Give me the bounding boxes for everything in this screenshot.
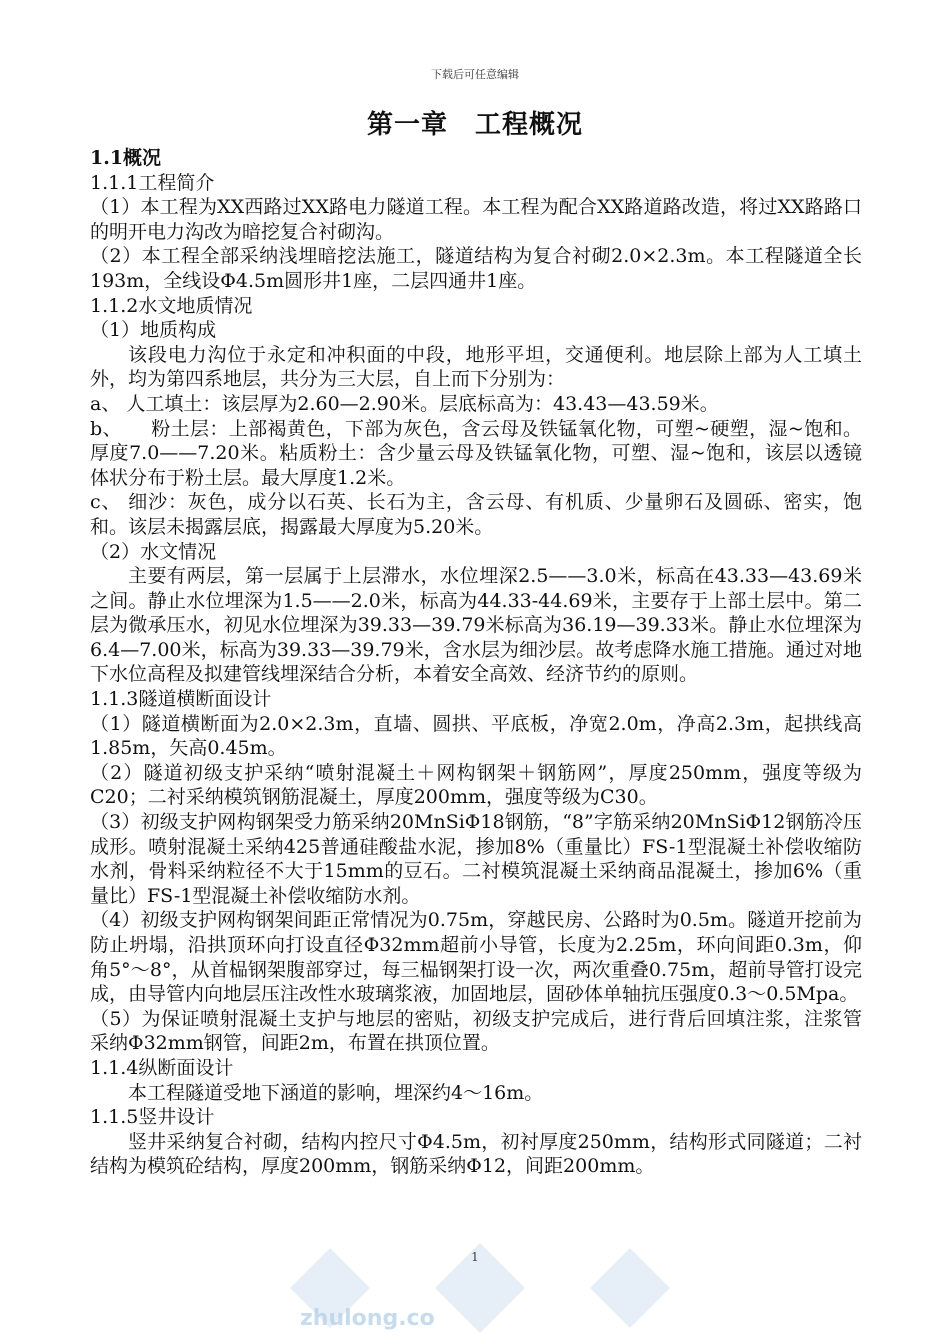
paragraph: c、 细沙：灰色，成分以石英、长石为主，含云母、有机质、少量卵石及圆砾、密实，饱和。该层未揭露层底，揭露最大厚度为5.20米。 (90, 491, 862, 538)
section-heading: 1.1概况 (90, 147, 162, 169)
paragraph: （2）隧道初级支护采纳“喷射混凝土＋网构钢架＋钢筋网”，厚度250mm，强度等级为C20；二衬采纳模筑钢筋混凝土，厚度200mm，强度等级为C30。 (90, 761, 862, 809)
subsection-heading: 1.1.4纵断面设计 (90, 1056, 234, 1079)
subsection-heading: 1.1.2水文地质情况 (90, 294, 253, 317)
paragraph: 主要有两层，第一层属于上层滞水，水位埋深2.5——3.0米，标高在43.33—43.69米之间。静止水位埋深为1.5——2.0米，标高为44.33-44.69米，主要存于上部土层中。第二层为微承压水，初见水位埋深为39.33—39.79米标高为36.19—39.33米。静止水位埋深为6.4—7.00米，标高为39.33—39.79米，含水层为细沙层。故考虑降水施工措施。通过对地下水位高程及拟建管线埋深结合分析，本着安全高效、经济节约的原则。 (90, 565, 862, 686)
paragraph: 该段电力沟位于永定和冲积面的中段，地形平坦，交通便利。地层除上部为人工填土外，均为第四系地层，共分为三大层，自上而下分别为： (90, 343, 862, 391)
paragraph: （1）地质构成 (90, 319, 217, 342)
subsection-heading: 1.1.1工程简介 (90, 171, 215, 194)
header-note: 下载后可任意编辑 (431, 68, 519, 81)
chapter-title: 第一章 工程概况 (366, 110, 583, 140)
subsection-heading: 1.1.3隧道横断面设计 (90, 688, 272, 711)
subsection-heading: 1.1.5竖井设计 (90, 1106, 215, 1129)
paragraph: 竖井采纳复合衬砌，结构内控尺寸Φ4.5m，初衬厚度250mm，结构形式同隧道；二衬结构为模筑砼结构，厚度200mm，钢筋采纳Φ12，间距200mm。 (90, 1130, 862, 1178)
document-body (90, 146, 862, 1179)
paragraph: （3）初级支护网构钢架受力筋采纳20MnSiΦ18钢筋，“8”字筋采纳20MnSiΦ12钢筋冷压成形。喷射混凝土采纳425普通硅酸盐水泥，掺加8%（重量比）FS-1型混凝土补偿收缩防水剂，骨料采纳粒径不大于15mm的豆石。二衬模筑混凝土采纳商品混凝土，掺加6%（重量比）FS-1型混凝土补偿收缩防水剂。 (90, 811, 862, 907)
paragraph: b、 粉土层：上部褐黄色，下部为灰色，含云母及铁锰氧化物，可塑~硬塑，湿~饱和。厚度7.0——7.20米。粘质粉土：含少量云母及铁锰氧化物，可塑、湿~饱和，该层以透镜体状分布于粉土层。最大厚度1.2米。 (90, 417, 862, 489)
paragraph: （2）本工程全部采纳浅埋暗挖法施工，隧道结构为复合衬砌2.0×2.3m。本工程隧道全长193m，全线设Φ4.5m圆形井1座，二层四通井1座。 (90, 245, 862, 292)
paragraph: a、 人工填土：该层厚为2.60—2.90米。层底标高为：43.43—43.59米。 (90, 392, 719, 415)
paragraph: （4）初级支护网构钢架间距正常情况为0.75m，穿越民房、公路时为0.5m。隧道开挖前为防止坍塌，沿拱顶环向打设直径Φ32mm超前小导管，长度为2.25m，环向间距0.3m，仰角5°～8°，从首榀钢架腹部穿过，每三榀钢架打设一次，两次重叠0.75m，超前导管打设完成，由导管内向地层压注改性水玻璃浆液，加固地层，固砂体单轴抗压强度0.3～0.5Mpa。 (90, 909, 862, 1006)
watermark-text: zhulong.co (300, 1306, 435, 1331)
paragraph: （2）水文情况 (90, 540, 217, 563)
paragraph: （5）为保证喷射混凝土支护与地层的密贴，初级支护完成后，进行背后回填注浆，注浆管采纳Φ32mm钢管，间距2m，布置在拱顶位置。 (90, 1007, 862, 1055)
paragraph: （1）隧道横断面为2.0×2.3m，直墙、圆拱、平底板，净宽2.0m，净高2.3m，起拱线高1.85m，矢高0.45m。 (90, 712, 862, 760)
page-number: 1 (471, 1250, 479, 1264)
paragraph: （1）本工程为XX西路过XX路电力隧道工程。本工程为配合XX路道路改造，将过XX路路口的明开电力沟改为暗挖复合衬砌沟。 (90, 196, 862, 243)
paragraph: 本工程隧道受地下涵道的影响，埋深约4～16m。 (128, 1081, 544, 1104)
